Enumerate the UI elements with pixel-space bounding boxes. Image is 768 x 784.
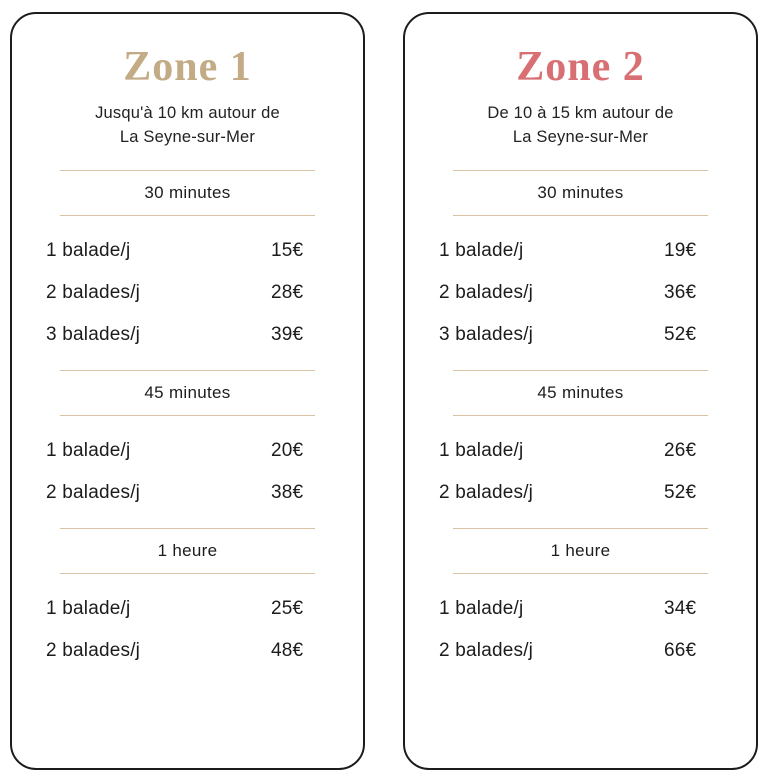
duration-section-1-heure bbox=[42, 514, 333, 672]
zone-subtitle-line-1: Jusqu'à 10 km autour de bbox=[95, 104, 280, 122]
price-row-label: 1 balade/j bbox=[46, 597, 131, 619]
price-row-label: 2 balades/j bbox=[46, 481, 141, 503]
price-row-label: 2 balades/j bbox=[46, 281, 141, 303]
price-rows bbox=[435, 430, 726, 514]
price-row bbox=[42, 472, 333, 514]
section-divider-bottom bbox=[453, 573, 708, 574]
price-row-value: 52€ bbox=[664, 323, 697, 345]
price-row-value: 52€ bbox=[664, 481, 697, 503]
price-rows bbox=[435, 230, 726, 356]
zone-subtitle bbox=[435, 102, 726, 150]
price-rows bbox=[42, 588, 333, 672]
pricing-card-zone-2 bbox=[403, 12, 758, 770]
price-row bbox=[42, 272, 333, 314]
duration-section-30-minutes bbox=[42, 156, 333, 356]
price-row-label: 1 balade/j bbox=[46, 239, 131, 261]
price-row-value: 38€ bbox=[271, 481, 304, 503]
section-title: 30 minutes bbox=[144, 182, 231, 202]
section-title: 30 minutes bbox=[537, 182, 624, 202]
price-row-value: 15€ bbox=[271, 239, 304, 261]
price-row-label: 2 balades/j bbox=[46, 639, 141, 661]
section-divider-bottom bbox=[60, 415, 315, 416]
price-row-label: 2 balades/j bbox=[439, 281, 534, 303]
price-row-value: 25€ bbox=[271, 597, 304, 619]
duration-section-45-minutes bbox=[42, 356, 333, 514]
card-spacer bbox=[435, 672, 726, 758]
price-row-label: 1 balade/j bbox=[439, 239, 524, 261]
zone-subtitle-line-2: La Seyne-sur-Mer bbox=[119, 127, 256, 146]
section-divider-top bbox=[453, 528, 708, 529]
price-row-label: 1 balade/j bbox=[46, 439, 131, 461]
zone-subtitle bbox=[42, 102, 333, 150]
price-row bbox=[435, 272, 726, 314]
price-row-value: 19€ bbox=[664, 239, 697, 261]
section-divider-bottom bbox=[453, 415, 708, 416]
price-row bbox=[435, 430, 726, 472]
price-row-label: 1 balade/j bbox=[439, 597, 524, 619]
pricing-card-zone-1 bbox=[10, 12, 365, 770]
zone-subtitle-line-2: La Seyne-sur-Mer bbox=[512, 127, 649, 146]
section-title: 1 heure bbox=[157, 540, 218, 560]
section-title: 45 minutes bbox=[144, 382, 231, 402]
price-rows bbox=[42, 430, 333, 514]
price-row bbox=[42, 430, 333, 472]
section-divider-top bbox=[453, 370, 708, 371]
zone-title: Zone 2 bbox=[516, 44, 645, 90]
zone-title: Zone 1 bbox=[123, 44, 252, 90]
price-row-value: 39€ bbox=[271, 323, 304, 345]
section-title: 1 heure bbox=[550, 540, 611, 560]
price-row-value: 26€ bbox=[664, 439, 697, 461]
price-rows bbox=[42, 230, 333, 356]
zone-subtitle-line-1: De 10 à 15 km autour de bbox=[487, 104, 674, 122]
section-title: 45 minutes bbox=[537, 382, 624, 402]
section-divider-top bbox=[60, 370, 315, 371]
price-row-value: 36€ bbox=[664, 281, 697, 303]
duration-section-1-heure bbox=[435, 514, 726, 672]
section-divider-top bbox=[60, 528, 315, 529]
price-row bbox=[435, 314, 726, 356]
price-row-value: 48€ bbox=[271, 639, 304, 661]
section-divider-bottom bbox=[453, 215, 708, 216]
price-row bbox=[435, 588, 726, 630]
price-row-value: 28€ bbox=[271, 281, 304, 303]
price-row bbox=[435, 230, 726, 272]
section-divider-top bbox=[60, 170, 315, 171]
price-row bbox=[435, 472, 726, 514]
price-row bbox=[42, 314, 333, 356]
price-row-label: 1 balade/j bbox=[439, 439, 524, 461]
price-row bbox=[42, 588, 333, 630]
price-row-label: 3 balades/j bbox=[439, 323, 534, 345]
section-divider-bottom bbox=[60, 573, 315, 574]
card-spacer bbox=[42, 672, 333, 758]
price-row-label: 2 balades/j bbox=[439, 481, 534, 503]
price-row-label: 2 balades/j bbox=[439, 639, 534, 661]
price-rows bbox=[435, 588, 726, 672]
price-row-label: 3 balades/j bbox=[46, 323, 141, 345]
price-row-value: 66€ bbox=[664, 639, 697, 661]
price-row bbox=[42, 230, 333, 272]
duration-section-45-minutes bbox=[435, 356, 726, 514]
price-row-value: 20€ bbox=[271, 439, 304, 461]
price-row bbox=[42, 630, 333, 672]
price-row-value: 34€ bbox=[664, 597, 697, 619]
price-row bbox=[435, 630, 726, 672]
section-divider-top bbox=[453, 170, 708, 171]
duration-section-30-minutes bbox=[435, 156, 726, 356]
section-divider-bottom bbox=[60, 215, 315, 216]
